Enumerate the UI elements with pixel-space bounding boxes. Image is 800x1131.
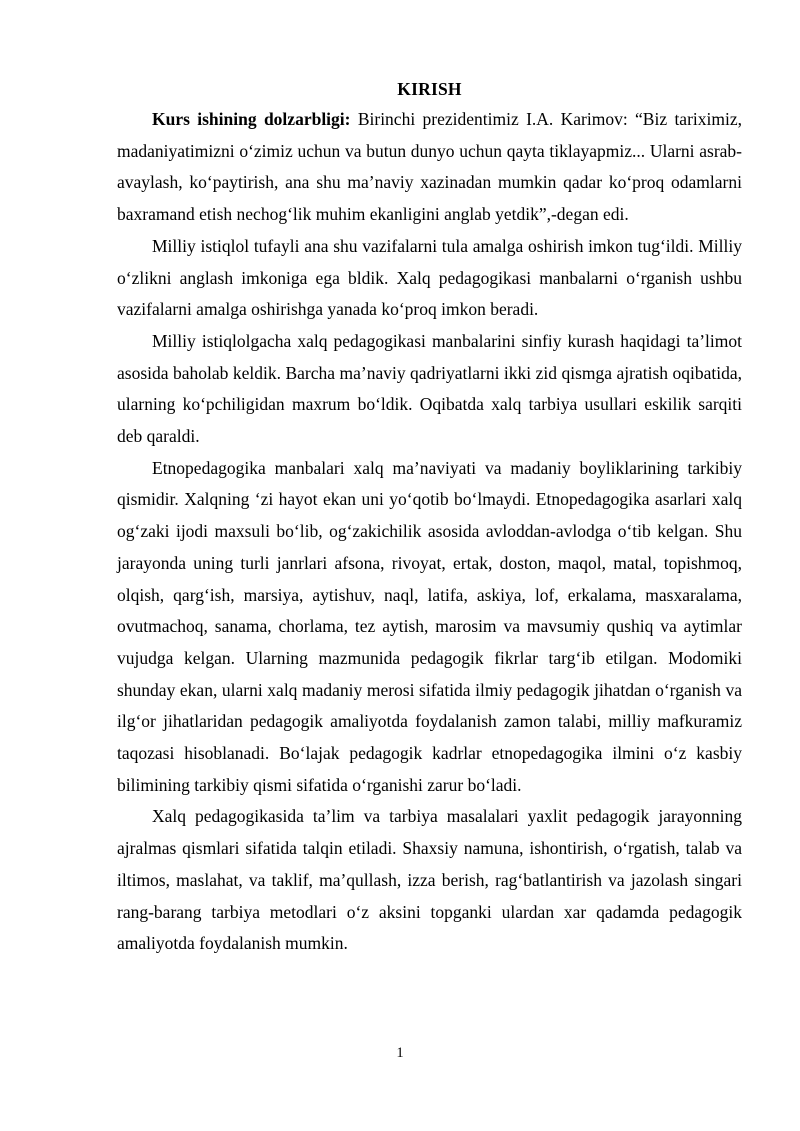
paragraph-pre-independence bbox=[117, 326, 742, 453]
section-title: KIRISH bbox=[397, 79, 462, 99]
paragraph-text: Milliy istiqlol tufayli ana shu vazifalarni tula amalga oshirish imkon tug‘ildi. Milliy o‘zlikni anglash imkoniga ega bldik. Xalq pedagogikasi manbalarni o‘rganish ushbu vazifalarni amalga oshirishga yanada ko‘proq imkon beradi. bbox=[117, 235, 742, 320]
paragraph-text: Birinchi prezidentimiz I.A. Karimov: “Biz tariximiz, madaniyatimizni o‘zimiz uchun va butun dunyo uchun qayta tiklayapmiz... Ularni asrab-avaylash, ko‘paytirish, ana shu ma’naviy xazinadan mumkin qadar ko‘proq odamlarni baxramand etish nechog‘lik muhim ekanligini anglab yetdik”,-degan edi. bbox=[117, 109, 742, 225]
paragraph-relevance bbox=[117, 104, 742, 231]
paragraph-methods bbox=[117, 801, 742, 960]
page-number: 1 bbox=[396, 1045, 404, 1061]
paragraph-text: Etnopedagogika manbalari xalq ma’naviyati va madaniy boyliklarining tarkibiy qismidir. Xalqning ‘zi hayot ekan uni yo‘qotib bo‘lmaydi. Etnopedagogika asarlari xalq og‘zaki ijodi maxsuli bo‘lib, og‘zakichilik asosida avloddan-avlodga o‘tib kelgan. Shu jarayonda uning turli janrlari afsona, rivoyat, ertak, doston, maqol, matal, topishmoq, olqish, qarg‘ish, marsiya, aytishuv, naql, latifa, askiya, lof, erkalama, masxaralama, ovutmachoq, sanama, chorlama, tez aytish, marosim va mavsumiy qushiq va aytimlar vujudga kelgan. Ularning mazmunida pedagogik fikrlar targ‘ib etilgan. Modomiki shunday ekan, ularni xalq madaniy merosi sifatida ilmiy pedagogik jihatdan o‘rganish va ilg‘or jihatlaridan pedagogik amaliyotda foydalanish zamon talabi, milliy mafkuramiz taqozasi hisoblanadi. Bo‘lajak pedagogik kadrlar etnopedagogika ilmini o‘z kasbiy bilimining tarkibiy qismi sifatida o‘rganishi zarur bo‘ladi. bbox=[117, 457, 742, 795]
paragraph-independence bbox=[117, 231, 742, 326]
paragraph-lead: Kurs ishining dolzarbligi: bbox=[152, 109, 351, 129]
paragraph-text: Xalq pedagogikasida ta’lim va tarbiya masalalari yaxlit pedagogik jarayonning ajralmas qismlari sifatida talqin etiladi. Shaxsiy namuna, ishontirish, o‘rgatish, talab va iltimos, maslahat, va taklif, ma’qullash, izza berish, rag‘batlantirish va jazolash singari rang-barang tarbiya metodlari o‘z aksini topganki ulardan xar qadamda pedagogik amaliyotda foydalanish mumkin. bbox=[117, 806, 742, 954]
document-page bbox=[117, 74, 742, 960]
paragraph-ethnopedagogy bbox=[117, 453, 742, 802]
paragraph-text: Milliy istiqlolgacha xalq pedagogikasi manbalarini sinfiy kurash haqidagi ta’limot asosida baholab keldik. Barcha ma’naviy qadriyatlarni ikki zid qismga ajratish oqibatida, ularning ko‘pchiligidan maxrum bo‘ldik. Oqibatda xalq tarbiya usullari eskilik sarqiti deb qaraldi. bbox=[117, 330, 742, 447]
